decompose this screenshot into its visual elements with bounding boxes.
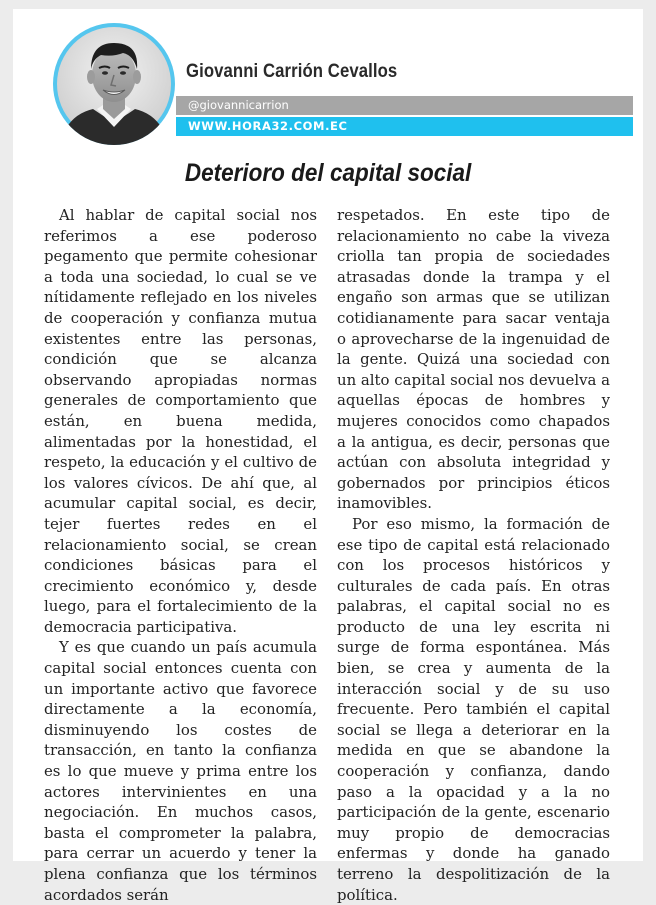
paragraph: respetados. En este tipo de relacionamiento no cabe la viveza criolla tan propia de sociedades atrasadas donde la trampa y el engaño son armas que se utilizan cotidianamente para sacar ventaja o aprovecharse de la ingenuidad de la gente. Quizá una sociedad con un alto capital social nos devuelva a aquellas épocas de hombres y mujeres conocidos como chapados a la antigua, es decir, personas que actúan con absoluta integridad y gobernados por principios éticos inamovibles. xyxy=(337,206,610,513)
paragraph: Por eso mismo, la formación de ese tipo de capital está relacionado con los procesos históricos y culturales de cada país. En otras palabras, el capital social no es producto de una ley escrita ni surge de forma espontánea. Más bien, se crea y aumenta de la interacción social y de su uso frecuente. Pero también el capital social se llega a deteriorar en la medida en que se abandone la cooperación y confianza, dando paso a la opacidad y a la no participación de la gente, escenario muy propio de democracias enfermas y donde ha ganado terreno la despolitización de la política. xyxy=(337,514,610,904)
article-column-right xyxy=(337,205,610,905)
author-handle-bar xyxy=(176,96,633,115)
newspaper-column xyxy=(13,9,643,904)
website-bar xyxy=(176,117,633,136)
article-title xyxy=(13,159,643,188)
author-name: Giovanni Carrión Cevallos xyxy=(186,61,398,82)
website-link[interactable]: WWW.HORA32.COM.EC xyxy=(188,119,348,133)
article-column-left xyxy=(44,205,317,905)
paragraph: Al hablar de capital social nos referimos a ese poderoso pegamento que permite cohesionar a toda una sociedad, lo cual se ve nítidamente reflejado en los niveles de cooperación y confianza mutua existentes entre las personas, condición que se alcanza observando apropiadas normas generales de comportamiento que están, en buena medida, alimentadas por la honestidad, el respeto, la educación y el cultivo de los valores cívicos. De ahí que, al acumular capital social, es decir, tejer fuertes redes en el relacionamiento social, se crean condiciones básicas para el crecimiento económico y, desde luego, para el fortalecimiento de la democracia participativa. xyxy=(44,206,317,636)
author-handle: @giovannicarrion xyxy=(188,98,289,112)
paragraph: Y es que cuando un país acumula capital social entonces cuenta con un importante activo que favorece directamente a la economía, disminuyendo los costes de transacción, en tanto la confianza es lo que mueve y prima entre los actores intervinientes en una negociación. En muchos casos, basta el comprometer la palabra, para cerrar un acuerdo y tener la plena confianza que los términos acordados serán xyxy=(44,638,317,904)
author-portrait-icon xyxy=(53,23,175,145)
author-avatar xyxy=(53,23,175,145)
article-title-text: Deterioro del capital social xyxy=(184,159,472,187)
